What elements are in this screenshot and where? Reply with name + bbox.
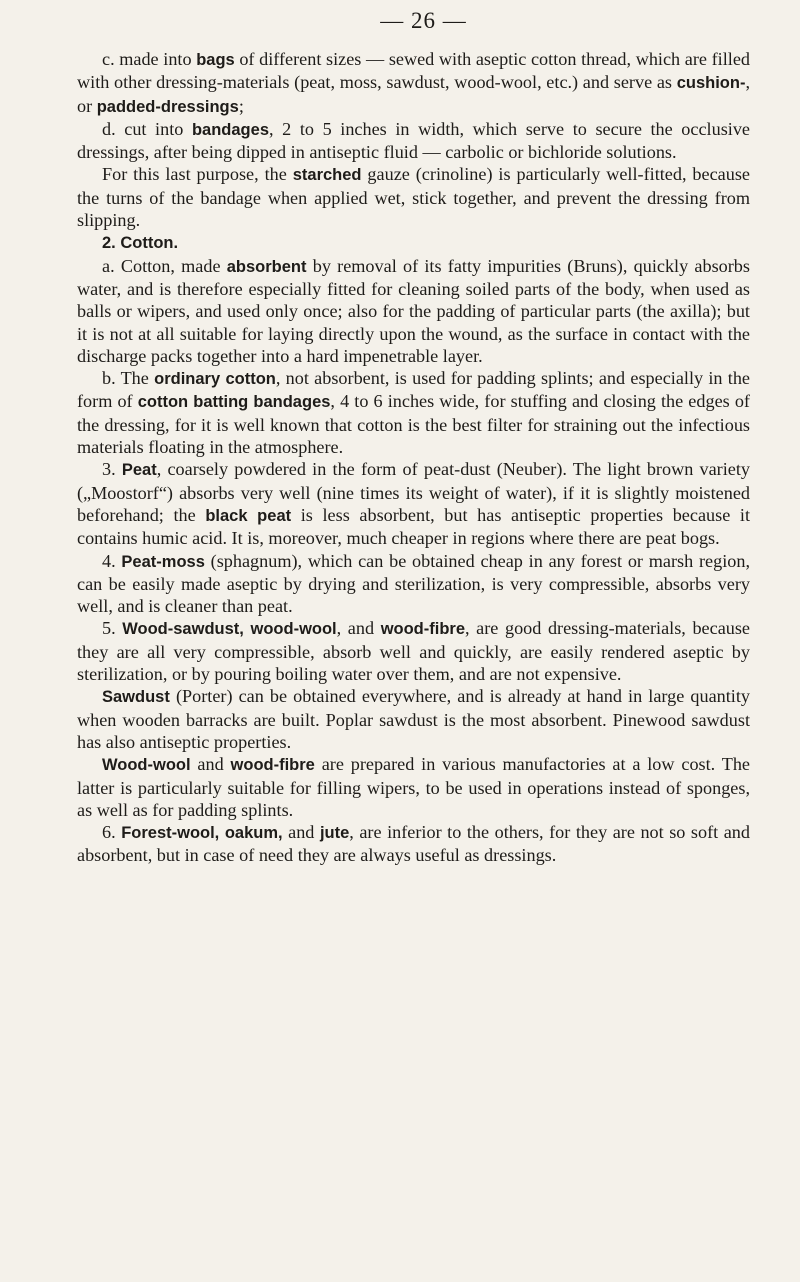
paragraph-wood-wool: Wood-wool and wood-fibre are prepared in various manufactories at a low cost. The latter is particularly suitable for filling wipers, to be used in operations instead of sponges, as well as for padding splints. [77, 754, 750, 820]
page-number: — 26 — [380, 8, 467, 33]
paragraph-starched-gauze: For this last purpose, the starched gauze (crinoline) is particularly well-fitted, because the turns of the bandage when applied wet, stick together, and prevent the dressing from slipping. [77, 164, 750, 231]
paragraph-wood-materials: 5. Wood-sawdust, wood-wool, and wood-fibre, are good dressing-materials, because they are all very compressible, absorb well and quickly, are easily rendered aseptic by sterilization, or by pouring boiling water over them, and are not expensive. [77, 618, 751, 685]
paragraph-peat-moss: 4. Peat-moss (sphagnum), which can be obtained cheap in any forest or marsh region, can be easily made aseptic by drying and sterilization, is very compressible, absorbs very well, and is cleaner than peat. [77, 550, 750, 617]
paragraph-peat: 3. Peat, coarsely powdered in the form of peat-dust (Neuber). The light brown variety („Moostorf“) absorbs very well (nine times its weight of water), if it is slightly moistened beforehand; the black peat is less absorbent, but has antiseptic properties because it contains humic acid. It is, moreover, much cheaper in regions where there are peat bogs. [77, 459, 751, 549]
paragraph-d-bandages: d. cut into bandages, 2 to 5 inches in width, which serve to secure the occlusive dressings, after being dipped in antiseptic fluid — carbolic or bichloride solutions. [77, 118, 750, 163]
paragraph-c-bags: c. made into bags of different sizes — sewed with aseptic cotton thread, which are filled with other dressing-materials (peat, moss, sawdust, wood-wool, etc.) and serve as cushion-, or padded-dressings; [77, 49, 750, 116]
paragraph-cotton-a: a. Cotton, made absorbent by removal of its fatty impurities (Bruns), quickly absorbs water, and is therefore especially fitted for cleaning soiled parts of the body, when used as balls or wipers, and used only once; also for the padding of particular parts (the axilla); but it is not at all suitable for laying directly upon the wound, as the surface in contact with the discharge packs together into a hard impenetrable layer. [77, 255, 750, 366]
section-heading-cotton: 2. Cotton. [102, 234, 179, 253]
paragraph-forest-wool: 6. Forest-wool, oakum, and jute, are inferior to the others, for they are not so soft and absorbent, but in case of need they are always useful as dressings. [77, 822, 750, 866]
paragraph-cotton-b: b. The ordinary cotton, not absorbent, is used for padding splints; and especially in the form of cotton batting bandages, 4 to 6 inches wide, for stuffing and closing the edges of the dressing, for it is well known that cotton is the best filter for straining out the infectious materials floating in the atmosphere. [77, 368, 750, 458]
paragraph-sawdust: Sawdust (Porter) can be obtained everywhere, and is already at hand in large quantity when wooden barracks are built. Poplar sawdust is the most absorbent. Pinewood sawdust has also antiseptic properties. [77, 686, 750, 752]
